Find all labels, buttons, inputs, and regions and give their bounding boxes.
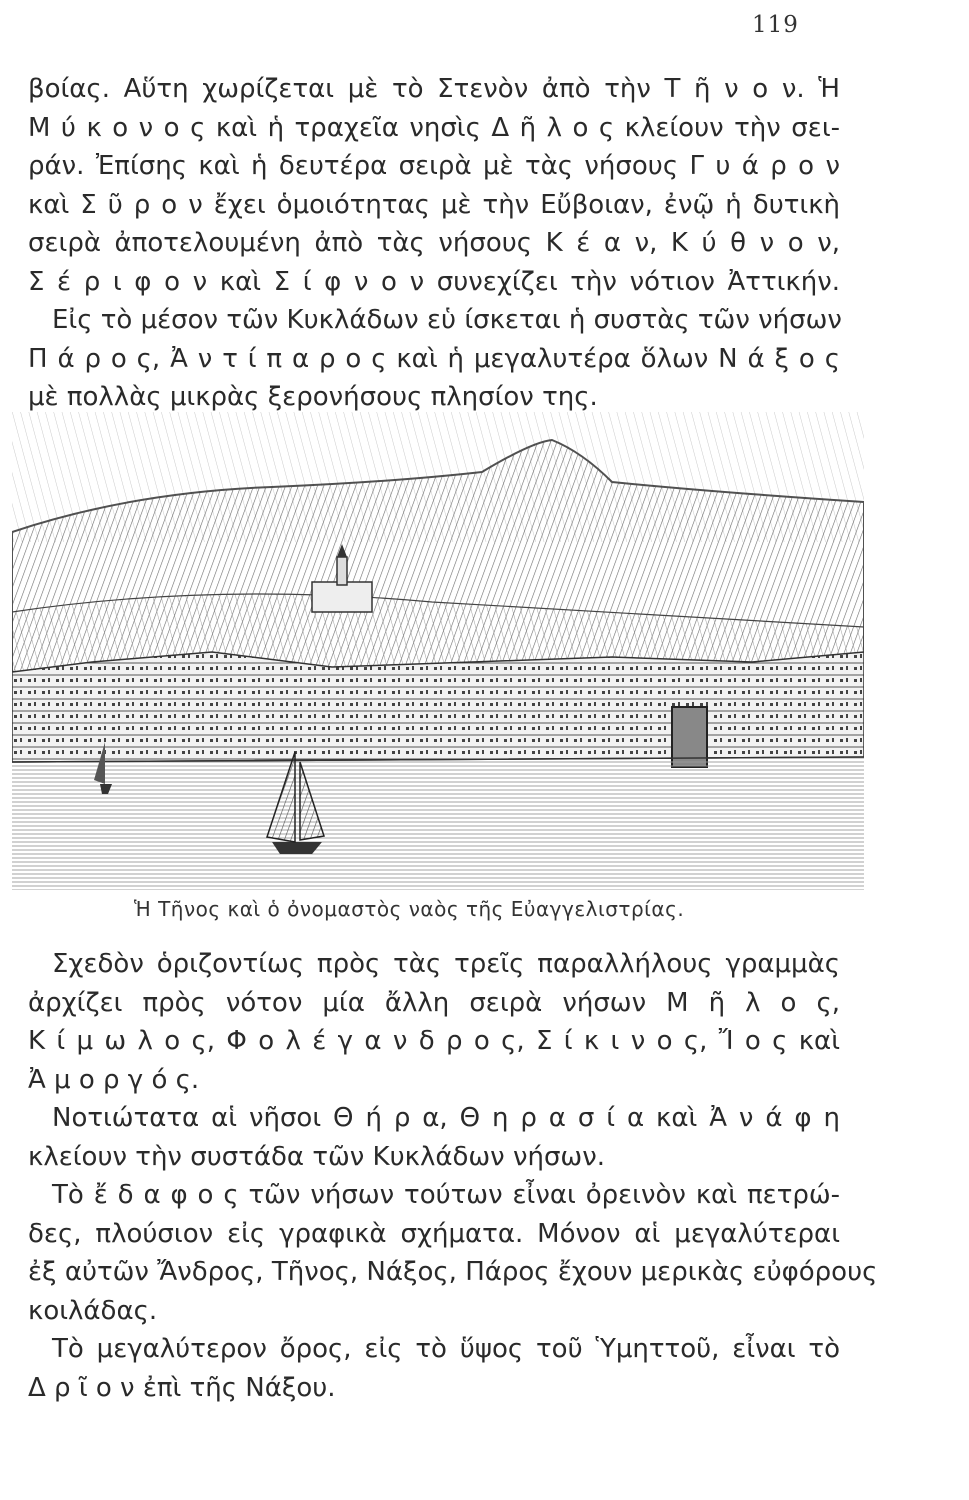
paragraph-line: κοιλάδας. — [28, 1295, 158, 1326]
paragraph-line: Κ ί μ ω λ ο ς, Φ ο λ έ γ α ν δ ρ ο ς, Σ ί κ ι ν ο ς, Ἴ ο ς καὶ — [28, 1026, 840, 1056]
paragraph-line: Σ έ ρ ι φ ο ν καὶ Σ ί φ ν ο ν συνεχίζει τὴν νότιον Ἀττικήν. — [28, 266, 840, 297]
paragraph-line: Νοτιώτατα αἱ νῆσοι Θ ή ρ α, Θ η ρ α σ ί α καὶ Ἀ ν ά φ η — [52, 1103, 840, 1133]
text-block-bottom — [28, 945, 878, 1407]
paragraph-line: μὲ πολλὰς μικρὰς ξερονήσους πλησίον της. — [28, 382, 598, 412]
paragraph-line: Μ ύ κ ο ν ο ς καὶ ἡ τραχεῖα νησὶς Δ ῆ λ ο ς κλείουν τὴν σει- — [28, 112, 840, 143]
paragraph-line: κλείουν τὴν συστάδα τῶν Κυκλάδων νήσων. — [28, 1141, 605, 1172]
text-block-top — [28, 70, 840, 417]
paragraph-line: Τὸ ἔ δ α φ ο ς τῶν νήσων τούτων εἶναι ὀρεινὸν καὶ πετρώ- — [52, 1180, 840, 1210]
paragraph-6 — [28, 1330, 840, 1407]
sea — [12, 757, 864, 890]
paragraph-line: δες, πλούσιον εἰς γραφικὰ σχήματα. Μόνον αἱ μεγαλύτεραι — [28, 1218, 840, 1249]
paragraph-line: ἀρχίζει πρὸς νότον μία ἄλλη σειρὰ νήσων Μ ῆ λ ο ς, — [28, 987, 840, 1018]
engraving-figure — [12, 412, 864, 890]
tinos-harbor-engraving — [12, 412, 864, 890]
paragraph-3 — [28, 945, 840, 1099]
paragraph-line: βοίας. Αὕτη χωρίζεται μὲ τὸ Στενὸν ἀπὸ τὴν Τ ῆ ν ο ν. Ἡ — [28, 74, 840, 104]
paragraph-line: καὶ Σ ῦ ρ ο ν ἔχει ὁμοιότητας μὲ τὴν Εὔβοιαν, ἐνῷ ἡ δυτικὴ — [28, 189, 840, 220]
paragraph-line: Π ά ρ ο ς, Ἀ ν τ ί π α ρ ο ς καὶ ἡ μεγαλυτέρα ὅλων Ν ά ξ ο ς — [28, 343, 840, 374]
town-buildings — [12, 652, 864, 767]
paragraph-5 — [28, 1176, 878, 1330]
paragraph-line: Τὸ μεγαλύτερον ὄρος, εἰς τὸ ὕψος τοῦ Ὑμηττοῦ, εἶναι τὸ — [52, 1334, 840, 1364]
paragraph-line: σειρὰ ἀποτελουμένη ἀπὸ τὰς νήσους Κ έ α ν, Κ ύ θ ν ο ν, — [28, 228, 840, 258]
paragraph-line: Δ ρ ῖ ο ν ἐπὶ τῆς Νάξου. — [28, 1372, 336, 1403]
figure-caption: Ἡ Τῆνος καὶ ὁ ὀνομαστὸς ναὸς τῆς Εὐαγγελιστρίας. — [134, 897, 685, 921]
paragraph-line: Σχεδὸν ὁριζοντίως πρὸς τὰς τρεῖς παραλλήλους γραμμὰς — [52, 949, 840, 979]
paragraph-line: Εἰς τὸ μέσον τῶν Κυκλάδων εὑ ίσκεται ἡ συστὰς τῶν νήσων — [52, 305, 842, 335]
paragraph-4 — [28, 1099, 840, 1176]
paragraph-line: Ἀ μ ο ρ γ ό ς. — [28, 1064, 200, 1095]
paragraph-line: ἐξ αὐτῶν Ἄνδρος, Τῆνος, Νάξος, Πάρος ἔχουν μερικὰς εὐφόρους — [28, 1257, 878, 1287]
paragraph-2 — [28, 301, 840, 417]
paragraph-line: ράν. Ἐπίσης καὶ ἡ δευτέρα σειρὰ μὲ τὰς νήσους Γ υ ά ρ ο ν — [28, 151, 840, 181]
page-number: 119 — [752, 12, 799, 38]
paragraph-1 — [28, 70, 840, 301]
